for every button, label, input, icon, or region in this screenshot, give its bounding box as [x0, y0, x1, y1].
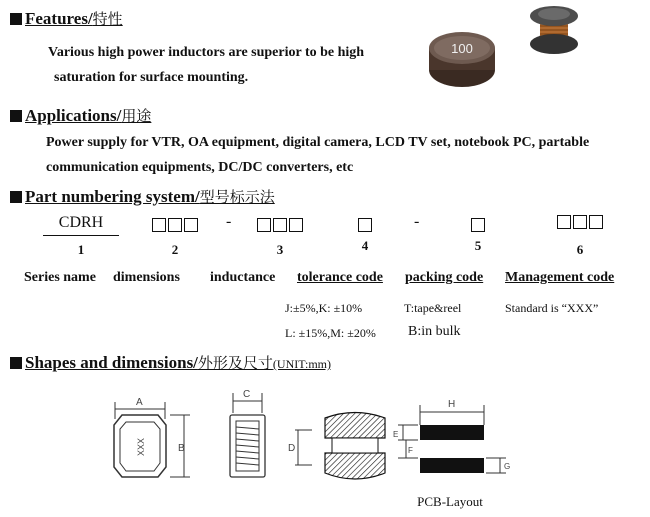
packing-note-1: T:tape&reel — [404, 301, 462, 315]
series-prefix: CDRH — [58, 214, 104, 231]
dim-label-f: F — [408, 446, 413, 455]
label-series-name: Series name — [24, 270, 96, 285]
bullet-square-icon — [10, 357, 22, 369]
features-line-2: saturation for surface mounting. — [54, 70, 249, 85]
label-management-code: Management code — [505, 270, 615, 285]
part-numbering-header: Part numbering system/型号标示法 — [10, 186, 275, 207]
bullet-square-icon — [10, 191, 22, 203]
dash-1: - — [226, 213, 232, 230]
position-number-4: 4 — [361, 238, 369, 253]
label-inductance: inductance — [210, 270, 276, 285]
inductor-marking: 100 — [451, 41, 473, 56]
inductor-photo-front — [425, 30, 500, 90]
pcb-layout-caption: PCB-Layout — [417, 494, 483, 509]
inductance-code-boxes — [250, 218, 310, 232]
label-tolerance-code: tolerance code — [297, 270, 383, 285]
management-note: Standard is “XXX” — [505, 301, 599, 315]
dim-label-d: D — [288, 443, 296, 454]
label-packing-code: packing code — [405, 270, 484, 285]
inductor-top-marking: XXX — [136, 437, 146, 457]
dash-2: - — [414, 213, 420, 230]
position-number-1: 1 — [77, 242, 85, 257]
features-line-1: Various high power inductors are superior to be high — [48, 45, 365, 60]
position-number-2: 2 — [171, 242, 179, 257]
dim-label-e: E — [393, 430, 399, 439]
applications-header: Applications/用途 — [10, 105, 151, 126]
dim-label-c: C — [243, 389, 251, 400]
series-underline — [43, 235, 119, 236]
tolerance-note-2: L: ±15%,M: ±20% — [285, 326, 376, 340]
position-number-5: 5 — [474, 238, 482, 253]
label-dimensions: dimensions — [113, 270, 180, 285]
dim-label-b: B — [178, 443, 185, 454]
features-header: Features/特性 — [10, 8, 123, 29]
management-code-boxes — [550, 215, 610, 229]
packing-code-box — [468, 218, 488, 232]
dim-label-a: A — [136, 397, 143, 408]
applications-line-2: communication equipments, DC/DC converters, etc — [46, 160, 354, 175]
position-number-3: 3 — [276, 242, 284, 257]
dim-label-h: H — [448, 399, 456, 410]
bullet-square-icon — [10, 13, 22, 25]
applications-line-1: Power supply for VTR, OA equipment, digital camera, LCD TV set, notebook PC, partable — [46, 135, 590, 150]
position-number-6: 6 — [576, 242, 584, 257]
inductor-photo-side — [526, 2, 582, 58]
tolerance-note-1: J:±5%,K: ±10% — [285, 301, 363, 315]
shapes-header: Shapes and dimensions/外形及尺寸(UNIT:mm) — [10, 352, 331, 373]
packing-note-2: B:in bulk — [408, 324, 461, 339]
dimension-code-boxes — [145, 218, 205, 232]
tolerance-code-box — [355, 218, 375, 232]
bullet-square-icon — [10, 110, 22, 122]
dim-label-g: G — [504, 462, 511, 471]
